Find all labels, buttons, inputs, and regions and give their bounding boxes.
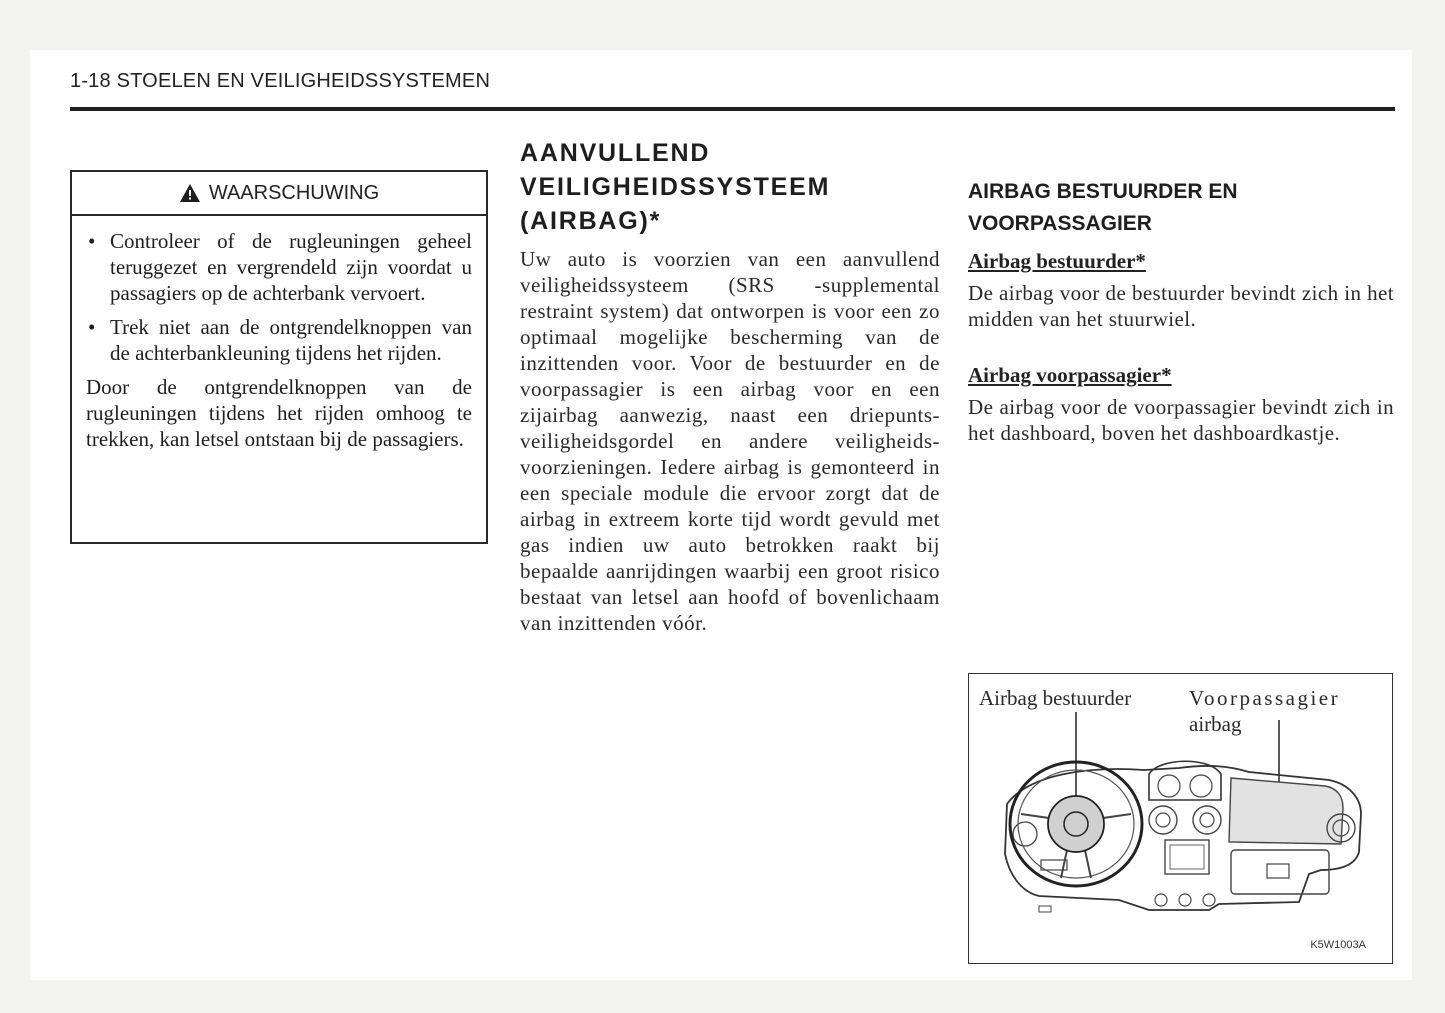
passenger-airbag-label: Voorpassagier — [1189, 686, 1341, 710]
srs-body: Uw auto is voorzien van een aanvullend veiligheidssysteem (SRS -supplemental restraint system) dat ontworpen is voor een zo optimaal mogelijke bescherming van de inzittenden voor. Voor de bestuurder en de voorpassagier is een airbag voor en een zijairbag aanwezig, naast een driepunts-veiligheidsgordel en andere veiligheids-voorzieningen. Iedere airbag is gemonteerd in een speciale module die ervoor zorgt dat de airbag in extreem korte tijd wordt gevuld met gas indien uw auto betrokken raakt bij bepaalde aanrijdingen waarbij een groot risico bestaat van letsel aan hoofd of bovenlichaam van inzittenden vóór. — [520, 247, 940, 635]
figure-code: K5W1003A — [1310, 939, 1366, 951]
driver-airbag-label: Airbag bestuurder — [979, 686, 1132, 710]
airbag-heading — [968, 176, 1394, 240]
passenger-airbag-title: Airbag voorpassagier* — [968, 363, 1172, 387]
airbag-heading-line: VOORPASSAGIER — [968, 212, 1152, 235]
dashboard-figure — [968, 673, 1393, 964]
dashboard-illustration — [969, 674, 1392, 963]
bullet-dot: • — [88, 229, 96, 253]
srs-heading-line: VEILIGHEIDSSYSTEEM — [520, 173, 831, 201]
driver-airbag-text: De airbag voor de bestuurder bevindt zich in het midden van het stuurwiel. — [968, 281, 1394, 331]
warning-bullet-text: Controleer of de rugleuningen geheel teruggezet en vergrendeld zijn voordat u passagiers op de achterbank vervoert. — [110, 229, 472, 305]
warning-bullet — [86, 314, 472, 366]
airbag-section — [968, 176, 1394, 446]
srs-heading — [520, 136, 940, 238]
warning-title-bar — [72, 172, 486, 216]
warning-triangle-icon — [179, 183, 201, 203]
passenger-airbag-text: De airbag voor de voorpassagier bevindt zich in het dashboard, boven het dashboardkastje. — [968, 395, 1394, 445]
driver-airbag-title: Airbag bestuurder* — [968, 249, 1146, 273]
airbag-heading-line: AIRBAG BESTUURDER EN — [968, 180, 1238, 203]
srs-heading-line: (AIRBAG)* — [520, 207, 662, 235]
warning-bullet-text: Trek niet aan de ontgrendelknoppen van de achterbankleuning tijdens het rijden. — [110, 315, 472, 365]
srs-section — [520, 136, 940, 636]
passenger-airbag-label-2: airbag — [1189, 712, 1242, 736]
page-title: 1-18 STOELEN EN VEILIGHEIDSSYSTEMEN — [70, 70, 491, 92]
warning-list — [86, 228, 472, 366]
warning-title: WAARSCHUWING — [208, 181, 380, 204]
bullet-dot: • — [88, 315, 96, 339]
warning-paragraph: Door de ontgrendelknoppen van de rugleuningen tijdens het rijden omhoog te trekken, kan letsel ontstaan bij de passagiers. — [86, 375, 472, 451]
warning-bullet — [86, 228, 472, 306]
srs-heading-line: AANVULLEND — [520, 139, 711, 167]
warning-box — [70, 170, 488, 544]
page-header — [70, 70, 1395, 111]
